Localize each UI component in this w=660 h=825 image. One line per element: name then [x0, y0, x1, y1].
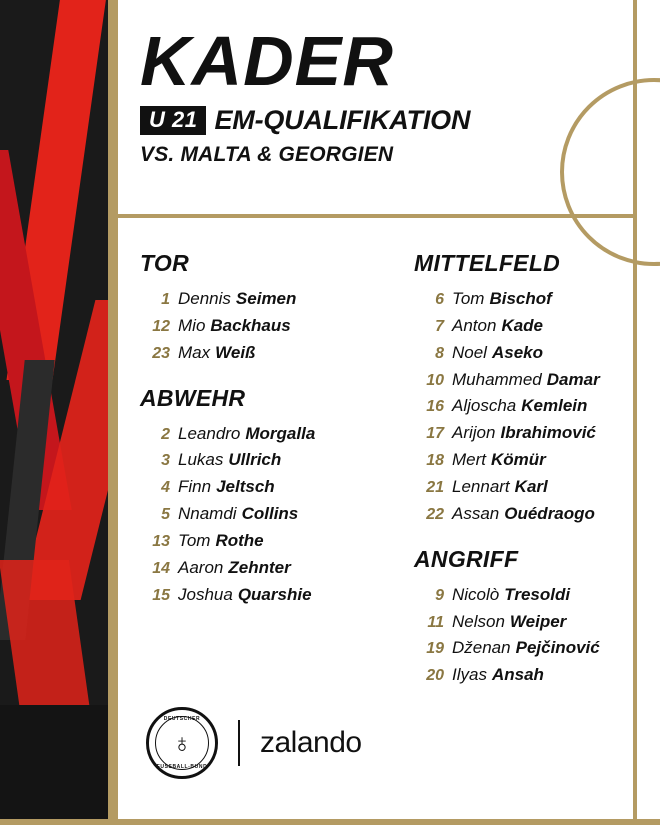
player-first-name: Tom	[178, 531, 211, 551]
list-item	[414, 635, 640, 662]
player-number: 15	[152, 586, 170, 604]
player-last-name: Pejčinović	[515, 638, 600, 658]
player-last-name: Kömür	[491, 450, 546, 470]
list-item	[414, 420, 640, 447]
player-number: 18	[426, 452, 444, 470]
player-number: 14	[152, 559, 170, 577]
player-number: 8	[435, 344, 444, 362]
player-number: 17	[426, 425, 444, 443]
player-first-name: Dennis	[178, 289, 231, 308]
list-item	[140, 474, 366, 501]
position-group-abwehr	[140, 385, 366, 609]
player-number: 4	[161, 479, 170, 497]
group-title: ANGRIFF	[414, 545, 519, 572]
opponents-line: VS. MALTA & GEORGIEN	[140, 143, 394, 167]
player-first-name: Tom	[452, 289, 485, 308]
list-item	[140, 582, 366, 609]
player-number: 20	[426, 667, 444, 685]
subtitle-row	[140, 105, 610, 136]
player-number: 13	[152, 533, 170, 551]
player-number: 9	[435, 586, 444, 604]
player-last-name: Backhaus	[210, 315, 291, 335]
player-number: 7	[435, 317, 444, 335]
player-first-name: Assan	[452, 503, 500, 523]
player-last-name: Jeltsch	[216, 477, 275, 497]
player-last-name: Morgalla	[245, 423, 316, 443]
dfb-inner-ring	[155, 716, 209, 770]
player-first-name: Ilyas	[452, 665, 487, 685]
player-last-name: Ullrich	[228, 450, 282, 470]
player-last-name: Damar	[546, 369, 600, 389]
group-title: TOR	[140, 250, 190, 276]
player-number: 21	[426, 479, 444, 497]
player-number: 5	[161, 506, 170, 524]
position-group-angriff	[414, 546, 640, 689]
player-last-name: Quarshie	[237, 584, 312, 604]
sponsor-logo: zalando	[260, 726, 362, 759]
player-first-name: Mio	[178, 315, 206, 335]
player-first-name: Arijon	[452, 423, 496, 443]
list-item	[140, 501, 366, 528]
player-last-name: Collins	[241, 504, 299, 524]
player-number: 1	[161, 291, 170, 308]
player-last-name: Karl	[514, 477, 548, 497]
player-first-name: Mert	[452, 450, 486, 470]
list-item	[140, 286, 366, 313]
player-last-name: Kade	[501, 315, 544, 335]
list-item	[140, 555, 366, 582]
player-first-name: Lennart	[452, 477, 510, 497]
list-item	[140, 528, 366, 555]
player-last-name: Rothe	[215, 531, 264, 551]
player-number: 3	[161, 452, 170, 470]
player-last-name: Aseko	[491, 342, 543, 362]
player-first-name: Muhammed	[452, 369, 542, 389]
list-item	[414, 313, 640, 340]
poster-footer	[146, 707, 362, 779]
dfb-logo-icon	[146, 707, 218, 779]
player-first-name: Max	[178, 342, 211, 362]
list-item	[414, 501, 640, 528]
black-block-bottom	[0, 705, 118, 825]
squad-column-right	[414, 250, 640, 707]
list-item	[140, 340, 366, 367]
list-item	[140, 447, 366, 474]
dfb-top-text: DEUTSCHER	[163, 716, 201, 722]
player-last-name: Ibrahimović	[500, 423, 596, 443]
list-item	[414, 582, 640, 609]
player-number: 16	[426, 398, 444, 416]
u21-badge: U 21	[140, 106, 206, 135]
squad-column-left	[140, 250, 366, 707]
player-first-name: Nnamdi	[178, 504, 237, 524]
player-first-name: Noel	[452, 342, 487, 362]
player-first-name: Aaron	[178, 557, 224, 577]
player-number: 2	[161, 425, 170, 443]
player-number: 12	[152, 317, 170, 335]
list-item	[414, 474, 640, 501]
competition-subtitle: EM-QUALIFIKATION	[214, 105, 471, 136]
eagle-icon: ♁	[172, 728, 192, 758]
player-number: 19	[426, 640, 444, 658]
list-item	[414, 662, 640, 689]
player-first-name: Finn	[178, 477, 212, 497]
player-last-name: Weiper	[509, 611, 567, 631]
player-last-name: Ouédraogo	[504, 503, 595, 523]
position-group-mittelfeld	[414, 250, 640, 528]
squad-columns	[140, 250, 640, 707]
group-title: MITTELFELD	[414, 250, 561, 276]
footer-divider	[238, 720, 240, 766]
player-number: 23	[152, 344, 170, 362]
list-item	[414, 609, 640, 636]
player-first-name: Joshua	[178, 584, 233, 604]
player-number: 11	[427, 613, 444, 631]
player-last-name: Seimen	[235, 289, 297, 308]
player-number: 22	[426, 505, 444, 523]
player-number: 10	[426, 371, 444, 389]
player-first-name: Aljoscha	[452, 396, 517, 416]
gold-horizontal-divider	[118, 214, 637, 218]
list-item	[414, 286, 640, 313]
group-title: ABWEHR	[140, 384, 246, 411]
gold-edge-line	[108, 0, 118, 825]
list-item	[414, 393, 640, 420]
dfb-bottom-text: FUSSBALL-BUND	[156, 764, 208, 770]
player-last-name: Ansah	[491, 665, 544, 685]
player-last-name: Zehnter	[228, 557, 291, 577]
player-first-name: Nelson	[452, 611, 505, 631]
list-item	[414, 367, 640, 394]
player-last-name: Weiß	[215, 342, 256, 362]
gold-bottom-strip	[0, 819, 660, 825]
poster-header	[140, 22, 610, 167]
player-first-name: Lukas	[178, 450, 224, 470]
player-last-name: Tresoldi	[504, 584, 571, 604]
player-first-name: Anton	[452, 315, 497, 335]
list-item	[414, 447, 640, 474]
list-item	[140, 421, 366, 448]
list-item	[140, 313, 366, 340]
player-first-name: Leandro	[178, 423, 241, 443]
player-last-name: Bischof	[489, 289, 552, 308]
page-title: KADER	[140, 22, 394, 100]
left-decorative-band	[0, 0, 118, 825]
player-first-name: Dženan	[452, 638, 511, 658]
position-group-tor	[140, 250, 366, 367]
player-number: 6	[435, 291, 444, 308]
player-first-name: Nicolò	[452, 584, 500, 604]
list-item	[414, 340, 640, 367]
player-last-name: Kemlein	[521, 396, 588, 416]
